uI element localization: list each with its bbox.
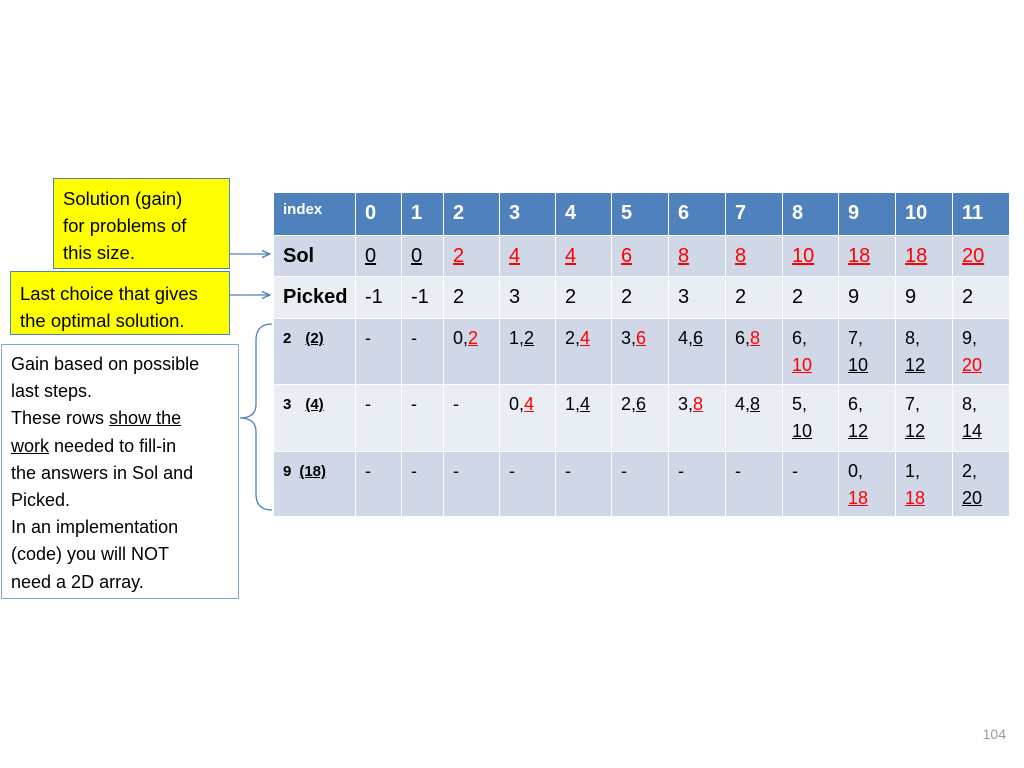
sol-value: 10 bbox=[792, 245, 815, 267]
picked-cell: 3 bbox=[669, 277, 726, 319]
index-cell: 2 bbox=[444, 193, 500, 236]
note-underlined-text: show the bbox=[109, 408, 182, 429]
work-prev-index: - bbox=[453, 461, 459, 481]
work-cell bbox=[783, 452, 839, 517]
sol-value: 6 bbox=[621, 245, 633, 267]
work-cell bbox=[612, 452, 669, 517]
sol-value: 8 bbox=[735, 245, 747, 267]
work-gain: 20 bbox=[962, 355, 983, 375]
work-prev-index: - bbox=[792, 461, 798, 481]
sol-value: 0 bbox=[365, 245, 377, 267]
index-cell: 0 bbox=[356, 193, 402, 236]
index-cell: 8 bbox=[783, 193, 839, 236]
work-prev-index: - bbox=[621, 461, 627, 481]
note-line bbox=[11, 405, 229, 432]
work-cell bbox=[839, 452, 896, 517]
work-prev-index: 8, bbox=[962, 394, 978, 414]
work-prev-index: - bbox=[565, 461, 571, 481]
gain-explanation-note bbox=[1, 344, 239, 599]
work-gain: 8 bbox=[750, 328, 761, 348]
work-gain: 20 bbox=[962, 488, 983, 508]
work-prev-index: 1, bbox=[905, 461, 921, 481]
sol-value: 18 bbox=[905, 245, 928, 267]
sol-cell bbox=[556, 236, 612, 277]
note-line: need a 2D array. bbox=[11, 571, 144, 592]
work-prev-index: 2, bbox=[962, 461, 978, 481]
work-prev-index: 7, bbox=[848, 328, 864, 348]
work-gain: 14 bbox=[962, 421, 983, 441]
work-prev-index: 8, bbox=[905, 328, 921, 348]
picked-cell: 2 bbox=[726, 277, 783, 319]
work-prev-index: - bbox=[365, 328, 371, 348]
work-cell bbox=[612, 385, 669, 452]
work-gain: 12 bbox=[905, 421, 926, 441]
work-gain: 6 bbox=[636, 394, 647, 414]
work-prev-index: 1, bbox=[509, 328, 525, 348]
sol-cell bbox=[726, 236, 783, 277]
work-gain: 12 bbox=[905, 355, 926, 375]
work-prev-index: 9, bbox=[962, 328, 978, 348]
work-prev-index: - bbox=[365, 394, 371, 414]
work-cell bbox=[726, 452, 783, 517]
picked-cell: 9 bbox=[839, 277, 896, 319]
work-cell bbox=[953, 319, 1010, 385]
sol-cell bbox=[356, 236, 402, 277]
note-line bbox=[11, 433, 229, 460]
work-gain: 2 bbox=[468, 328, 479, 348]
index-cell: 3 bbox=[500, 193, 556, 236]
work-prev-index: - bbox=[453, 394, 459, 414]
sol-cell bbox=[953, 236, 1010, 277]
note-line: Solution (gain) bbox=[63, 188, 183, 209]
note-line: (code) you will NOT bbox=[11, 544, 170, 565]
picked-cell: 9 bbox=[896, 277, 953, 319]
index-cell: 1 bbox=[402, 193, 444, 236]
work-prev-index: - bbox=[411, 328, 417, 348]
work-prev-index: 4, bbox=[735, 394, 751, 414]
work-cell bbox=[356, 319, 402, 385]
work-cell bbox=[402, 385, 444, 452]
sol-cell bbox=[402, 236, 444, 277]
work-cell bbox=[556, 385, 612, 452]
index-cell: 4 bbox=[556, 193, 612, 236]
work-prev-index: - bbox=[678, 461, 684, 481]
work-prev-index: 6, bbox=[792, 328, 808, 348]
work-prev-index: 3, bbox=[678, 394, 694, 414]
note-text: needed to fill-in bbox=[49, 435, 177, 456]
work-cell bbox=[402, 452, 444, 517]
work-gain: 4 bbox=[580, 394, 591, 414]
work-gain: 8 bbox=[693, 394, 704, 414]
step-value: 2 bbox=[283, 330, 292, 347]
work-prev-index: - bbox=[509, 461, 515, 481]
sol-value: 8 bbox=[678, 245, 690, 267]
work-cell bbox=[669, 319, 726, 385]
work-cell bbox=[783, 319, 839, 385]
work-prev-index: - bbox=[411, 394, 417, 414]
work-prev-index: - bbox=[411, 461, 417, 481]
work-cell bbox=[556, 452, 612, 517]
work-cell bbox=[500, 385, 556, 452]
work-row-label bbox=[274, 385, 356, 452]
picked-cell: -1 bbox=[356, 277, 402, 319]
work-cell bbox=[896, 452, 953, 517]
note-text: These rows bbox=[11, 408, 110, 429]
work-prev-index: - bbox=[735, 461, 741, 481]
work-cell bbox=[896, 319, 953, 385]
work-gain: 2 bbox=[524, 328, 535, 348]
sol-cell bbox=[612, 236, 669, 277]
sol-value: 2 bbox=[453, 245, 465, 267]
sol-value: 4 bbox=[565, 245, 577, 267]
work-cell bbox=[953, 385, 1010, 452]
work-gain: 6 bbox=[636, 328, 647, 348]
step-gain: (2) bbox=[305, 330, 324, 347]
work-prev-index: 7, bbox=[905, 394, 921, 414]
work-gain: 10 bbox=[848, 355, 869, 375]
work-prev-index: 4, bbox=[678, 328, 694, 348]
last-choice-note bbox=[10, 271, 230, 335]
work-cell bbox=[839, 319, 896, 385]
sol-cell bbox=[783, 236, 839, 277]
work-cell bbox=[726, 319, 783, 385]
sol-row bbox=[274, 236, 1010, 277]
work-prev-index: 2, bbox=[621, 394, 637, 414]
work-prev-index: 5, bbox=[792, 394, 808, 414]
picked-cell: 2 bbox=[612, 277, 669, 319]
work-row-label bbox=[274, 319, 356, 385]
work-cell bbox=[669, 452, 726, 517]
note-line: last steps. bbox=[11, 381, 93, 402]
work-cell bbox=[444, 319, 500, 385]
work-rows-bracket bbox=[240, 324, 272, 510]
sol-cell bbox=[896, 236, 953, 277]
sol-value: 20 bbox=[962, 245, 985, 267]
note-line: this size. bbox=[63, 242, 135, 263]
index-cell: 6 bbox=[669, 193, 726, 236]
picked-label: Picked bbox=[274, 277, 356, 319]
dp-table bbox=[273, 192, 1010, 517]
work-prev-index: - bbox=[365, 461, 371, 481]
step-value: 3 bbox=[283, 396, 292, 413]
picked-cell: 2 bbox=[444, 277, 500, 319]
work-gain: 6 bbox=[693, 328, 704, 348]
index-cell: 9 bbox=[839, 193, 896, 236]
work-gain: 10 bbox=[792, 421, 813, 441]
sol-value: 0 bbox=[411, 245, 423, 267]
work-cell bbox=[896, 385, 953, 452]
work-prev-index: 6, bbox=[848, 394, 864, 414]
work-prev-index: 3, bbox=[621, 328, 637, 348]
work-prev-index: 0, bbox=[509, 394, 525, 414]
index-cell: 11 bbox=[953, 193, 1010, 236]
picked-cell: -1 bbox=[402, 277, 444, 319]
work-cell bbox=[402, 319, 444, 385]
work-prev-index: 0, bbox=[453, 328, 469, 348]
note-line: for problems of bbox=[63, 215, 187, 236]
step-gain: (4) bbox=[305, 396, 324, 413]
step-value: 9 bbox=[283, 463, 292, 480]
step-gain: (18) bbox=[299, 463, 327, 480]
index-row bbox=[274, 193, 1010, 236]
index-cell: 7 bbox=[726, 193, 783, 236]
picked-cell: 2 bbox=[783, 277, 839, 319]
sol-cell bbox=[839, 236, 896, 277]
work-prev-index: 2, bbox=[565, 328, 581, 348]
sol-cell bbox=[500, 236, 556, 277]
work-gain: 4 bbox=[580, 328, 591, 348]
work-cell bbox=[500, 319, 556, 385]
work-cell bbox=[612, 319, 669, 385]
page-number: 104 bbox=[982, 726, 1006, 742]
work-prev-index: 6, bbox=[735, 328, 751, 348]
work-cell bbox=[783, 385, 839, 452]
work-cell bbox=[356, 452, 402, 517]
work-gain: 10 bbox=[792, 355, 813, 375]
work-cell bbox=[556, 319, 612, 385]
sol-cell bbox=[444, 236, 500, 277]
picked-row bbox=[274, 277, 1010, 319]
work-cell bbox=[726, 385, 783, 452]
work-gain: 18 bbox=[848, 488, 869, 508]
index-cell: 10 bbox=[896, 193, 953, 236]
work-prev-index: 1, bbox=[565, 394, 581, 414]
note-line: Picked. bbox=[11, 490, 71, 511]
work-cell bbox=[953, 452, 1010, 517]
picked-cell: 3 bbox=[500, 277, 556, 319]
sol-label: Sol bbox=[274, 236, 356, 277]
note-line: Gain based on possible bbox=[11, 354, 200, 374]
picked-cell: 2 bbox=[953, 277, 1010, 319]
sol-value: 18 bbox=[848, 245, 871, 267]
work-gain: 4 bbox=[524, 394, 535, 414]
work-cell bbox=[500, 452, 556, 517]
work-row-label bbox=[274, 452, 356, 517]
work-cell bbox=[356, 385, 402, 452]
note-underlined-text: work bbox=[11, 435, 50, 456]
work-row bbox=[274, 385, 1010, 452]
index-cell: 5 bbox=[612, 193, 669, 236]
note-line: Last choice that gives bbox=[20, 283, 198, 304]
work-cell bbox=[669, 385, 726, 452]
sol-cell bbox=[669, 236, 726, 277]
index-header: index bbox=[274, 193, 356, 236]
work-cell bbox=[839, 385, 896, 452]
work-prev-index: 0, bbox=[848, 461, 864, 481]
work-row bbox=[274, 452, 1010, 517]
work-gain: 8 bbox=[750, 394, 761, 414]
note-line: the optimal solution. bbox=[20, 310, 185, 331]
work-gain: 12 bbox=[848, 421, 869, 441]
note-line: the answers in Sol and bbox=[11, 462, 194, 483]
note-line: In an implementation bbox=[11, 517, 179, 538]
work-row bbox=[274, 319, 1010, 385]
work-cell bbox=[444, 385, 500, 452]
work-gain: 18 bbox=[905, 488, 926, 508]
work-cell bbox=[444, 452, 500, 517]
solution-gain-note bbox=[53, 178, 230, 269]
picked-cell: 2 bbox=[556, 277, 612, 319]
sol-value: 4 bbox=[509, 245, 521, 267]
